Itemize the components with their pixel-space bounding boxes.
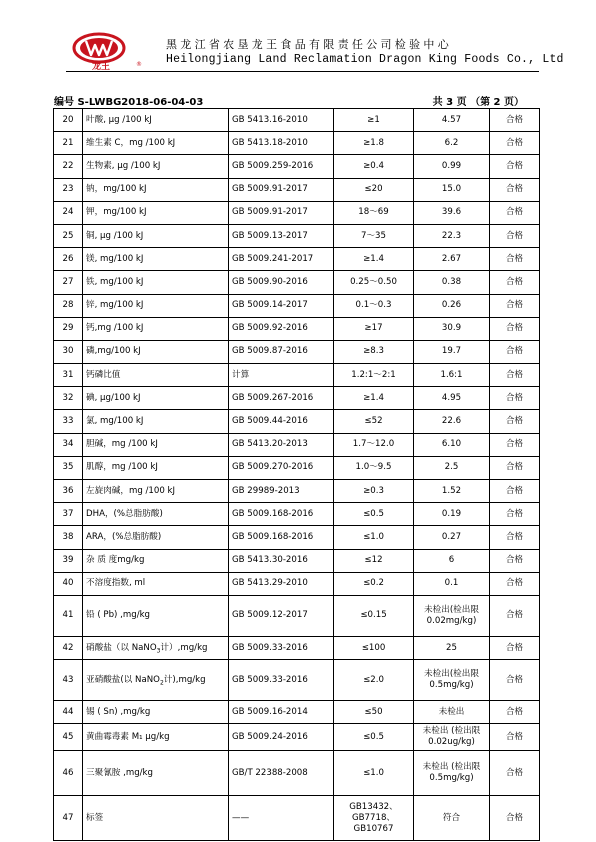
requirement: 1.2:1～2:1 <box>334 364 414 387</box>
table-row <box>54 201 540 224</box>
requirement: ≥0.3 <box>334 480 414 503</box>
requirement: ≤0.2 <box>334 572 414 595</box>
test-result: 4.57 <box>414 109 490 132</box>
table-row <box>54 549 540 572</box>
item-name <box>83 660 229 701</box>
table-row <box>54 109 540 132</box>
item-name: 铜, μg /100 kJ <box>83 224 229 247</box>
requirement: 1.7～12.0 <box>334 433 414 456</box>
test-standard: GB 5413.30-2016 <box>229 549 334 572</box>
table-row <box>54 155 540 178</box>
test-result: 2.67 <box>414 248 490 271</box>
requirement: 1.0～9.5 <box>334 456 414 479</box>
test-result: 0.38 <box>414 271 490 294</box>
item-name: 不溶度指数, ml <box>83 572 229 595</box>
test-result: 15.0 <box>414 178 490 201</box>
item-name: 胆碱，mg /100 kJ <box>83 433 229 456</box>
requirement: ≥17 <box>334 317 414 340</box>
item-name-suffix: 计）,mg/kg <box>160 642 208 653</box>
conclusion: 合格 <box>490 456 540 479</box>
requirement: 18～69 <box>334 201 414 224</box>
table-row <box>54 387 540 410</box>
item-number: 21 <box>54 132 83 155</box>
test-standard: GB 5009.14-2017 <box>229 294 334 317</box>
item-number: 35 <box>54 456 83 479</box>
item-name: 三聚氰胺 ,mg/kg <box>83 751 229 796</box>
test-standard: GB 5413.29-2010 <box>229 572 334 595</box>
item-number: 33 <box>54 410 83 433</box>
results-table-body <box>54 109 540 841</box>
item-name: 镁, mg/100 kJ <box>83 248 229 271</box>
item-name: 杂 质 度mg/kg <box>83 549 229 572</box>
item-name: 锡 ( Sn) ,mg/kg <box>83 701 229 724</box>
table-row <box>54 480 540 503</box>
conclusion: 合格 <box>490 109 540 132</box>
conclusion: 合格 <box>490 526 540 549</box>
registered-mark: ® <box>136 61 142 68</box>
table-row <box>54 724 540 751</box>
requirement: ≥0.4 <box>334 155 414 178</box>
table-row <box>54 636 540 659</box>
test-result: 未检出(检出限0.5mg/kg) <box>414 660 490 701</box>
item-number: 46 <box>54 751 83 796</box>
item-name: 钾，mg/100 kJ <box>83 201 229 224</box>
item-number: 25 <box>54 224 83 247</box>
conclusion: 合格 <box>490 201 540 224</box>
requirement: ≤0.5 <box>334 503 414 526</box>
test-result: 未检出 (检出限0.5mg/kg) <box>414 751 490 796</box>
test-standard: GB 5413.16-2010 <box>229 109 334 132</box>
item-name: 叶酸, μg /100 kJ <box>83 109 229 132</box>
organization-name-en: Heilongjiang Land Reclamation Dragon King Foods Co., Ltd <box>166 53 564 66</box>
requirement: ≤2.0 <box>334 660 414 701</box>
test-result: 符合 <box>414 796 490 841</box>
item-name: 磷,mg/100 kJ <box>83 340 229 363</box>
conclusion: 合格 <box>490 572 540 595</box>
item-name-subscript: 3 <box>156 647 161 655</box>
conclusion: 合格 <box>490 178 540 201</box>
item-name: 维生素 C，mg /100 kJ <box>83 132 229 155</box>
test-result: 6 <box>414 549 490 572</box>
table-row <box>54 595 540 636</box>
requirement: GB13432、GB7718、GB10767 <box>334 796 414 841</box>
requirement: ≤1.0 <box>334 526 414 549</box>
test-result: 未检出 (检出限0.02ug/kg) <box>414 724 490 751</box>
test-result: 4.95 <box>414 387 490 410</box>
conclusion: 合格 <box>490 224 540 247</box>
test-result: 19.7 <box>414 340 490 363</box>
item-name: 铁, mg/100 kJ <box>83 271 229 294</box>
table-row <box>54 751 540 796</box>
test-result: 2.5 <box>414 456 490 479</box>
conclusion: 合格 <box>490 480 540 503</box>
item-number: 22 <box>54 155 83 178</box>
item-name: 钙磷比值 <box>83 364 229 387</box>
item-name: 生物素, μg /100 kJ <box>83 155 229 178</box>
item-name: 黄曲霉毒素 M₁ μg/kg <box>83 724 229 751</box>
conclusion: 合格 <box>490 132 540 155</box>
conclusion: 合格 <box>490 248 540 271</box>
test-result: 0.1 <box>414 572 490 595</box>
item-number: 37 <box>54 503 83 526</box>
table-row <box>54 503 540 526</box>
test-standard: GB 5009.168-2016 <box>229 503 334 526</box>
item-number: 45 <box>54 724 83 751</box>
results-table <box>53 108 540 841</box>
item-name-text: 硝酸盐（以 NaNO <box>86 642 157 653</box>
table-row <box>54 132 540 155</box>
item-name-subscript: 2 <box>159 679 164 687</box>
test-result: 未检出 <box>414 701 490 724</box>
requirement: ≥1.4 <box>334 248 414 271</box>
item-number: 44 <box>54 701 83 724</box>
table-row <box>54 410 540 433</box>
conclusion: 合格 <box>490 340 540 363</box>
item-name: 钠，mg/100 kJ <box>83 178 229 201</box>
table-row <box>54 660 540 701</box>
test-standard: GB 5413.18-2010 <box>229 132 334 155</box>
item-number: 34 <box>54 433 83 456</box>
item-name-suffix: 计),mg/kg <box>163 674 206 685</box>
conclusion: 合格 <box>490 271 540 294</box>
conclusion: 合格 <box>490 549 540 572</box>
table-row <box>54 364 540 387</box>
test-standard: GB 5009.241-2017 <box>229 248 334 271</box>
conclusion: 合格 <box>490 387 540 410</box>
organization-name-cn: 黑龙江省农垦龙王食品有限责任公司检验中心 <box>166 38 452 51</box>
test-result: 25 <box>414 636 490 659</box>
document-number: 编号 S-LWBG2018-06-04-03 <box>54 97 204 108</box>
conclusion: 合格 <box>490 364 540 387</box>
item-name-text: 亚硝酸盐(以 NaNO <box>86 674 160 685</box>
test-result: 1.6:1 <box>414 364 490 387</box>
conclusion: 合格 <box>490 701 540 724</box>
item-number: 38 <box>54 526 83 549</box>
test-standard: GB 5009.259-2016 <box>229 155 334 178</box>
conclusion: 合格 <box>490 410 540 433</box>
conclusion: 合格 <box>490 724 540 751</box>
item-name <box>83 636 229 659</box>
test-standard: —— <box>229 796 334 841</box>
conclusion: 合格 <box>490 155 540 178</box>
test-result: 1.52 <box>414 480 490 503</box>
item-number: 36 <box>54 480 83 503</box>
table-row <box>54 572 540 595</box>
test-result: 0.99 <box>414 155 490 178</box>
item-name: 钙,mg /100 kJ <box>83 317 229 340</box>
requirement: 7～35 <box>334 224 414 247</box>
test-standard: GB 5009.87-2016 <box>229 340 334 363</box>
report-header <box>66 32 564 72</box>
conclusion: 合格 <box>490 796 540 841</box>
table-row <box>54 271 540 294</box>
item-number: 41 <box>54 595 83 636</box>
test-standard: GB 5009.90-2016 <box>229 271 334 294</box>
company-logo <box>66 32 142 70</box>
item-number: 30 <box>54 340 83 363</box>
requirement: ≥1 <box>334 109 414 132</box>
requirement: ≤50 <box>334 701 414 724</box>
table-row <box>54 248 540 271</box>
item-name: 氯, mg/100 kJ <box>83 410 229 433</box>
test-result: 未检出(检出限0.02mg/kg) <box>414 595 490 636</box>
item-name: 铅 ( Pb) ,mg/kg <box>83 595 229 636</box>
test-result: 0.19 <box>414 503 490 526</box>
requirement: ≤52 <box>334 410 414 433</box>
test-result: 22.3 <box>414 224 490 247</box>
table-row <box>54 433 540 456</box>
conclusion: 合格 <box>490 751 540 796</box>
test-result: 6.2 <box>414 132 490 155</box>
item-number: 24 <box>54 201 83 224</box>
table-row <box>54 526 540 549</box>
test-standard: GB 5009.13-2017 <box>229 224 334 247</box>
test-standard: GB 5009.267-2016 <box>229 387 334 410</box>
item-number: 42 <box>54 636 83 659</box>
requirement: ≤1.0 <box>334 751 414 796</box>
item-number: 32 <box>54 387 83 410</box>
item-number: 26 <box>54 248 83 271</box>
requirement: ≤100 <box>334 636 414 659</box>
item-number: 23 <box>54 178 83 201</box>
table-row <box>54 224 540 247</box>
test-result: 39.6 <box>414 201 490 224</box>
item-name: 左旋肉碱，mg /100 kJ <box>83 480 229 503</box>
requirement: ≥8.3 <box>334 340 414 363</box>
item-number: 43 <box>54 660 83 701</box>
requirement: ≤20 <box>334 178 414 201</box>
table-row <box>54 456 540 479</box>
item-number: 39 <box>54 549 83 572</box>
test-standard: GB 5413.20-2013 <box>229 433 334 456</box>
conclusion: 合格 <box>490 317 540 340</box>
item-name: 碘, μg/100 kJ <box>83 387 229 410</box>
header-divider <box>66 71 539 72</box>
item-name: 肌醇，mg /100 kJ <box>83 456 229 479</box>
table-row <box>54 701 540 724</box>
test-standard: GB 5009.16-2014 <box>229 701 334 724</box>
item-name: ARA，(%总脂肪酸) <box>83 526 229 549</box>
table-row <box>54 340 540 363</box>
table-row <box>54 294 540 317</box>
test-standard: GB 5009.33-2016 <box>229 636 334 659</box>
conclusion: 合格 <box>490 595 540 636</box>
conclusion: 合格 <box>490 503 540 526</box>
item-number: 31 <box>54 364 83 387</box>
test-standard: GB/T 22388-2008 <box>229 751 334 796</box>
test-standard: GB 5009.12-2017 <box>229 595 334 636</box>
requirement: ≤0.5 <box>334 724 414 751</box>
test-standard: GB 5009.91-2017 <box>229 201 334 224</box>
test-result: 30.9 <box>414 317 490 340</box>
table-row <box>54 317 540 340</box>
table-row <box>54 178 540 201</box>
conclusion: 合格 <box>490 660 540 701</box>
test-standard: GB 5009.91-2017 <box>229 178 334 201</box>
item-name: DHA，(%总脂肪酸) <box>83 503 229 526</box>
table-row <box>54 796 540 841</box>
test-result: 0.26 <box>414 294 490 317</box>
conclusion: 合格 <box>490 636 540 659</box>
item-name: 标签 <box>83 796 229 841</box>
item-number: 20 <box>54 109 83 132</box>
test-standard: GB 5009.24-2016 <box>229 724 334 751</box>
item-number: 40 <box>54 572 83 595</box>
test-standard: GB 29989-2013 <box>229 480 334 503</box>
requirement: 0.1～0.3 <box>334 294 414 317</box>
test-standard: 计算 <box>229 364 334 387</box>
item-name: 锌, mg/100 kJ <box>83 294 229 317</box>
item-number: 27 <box>54 271 83 294</box>
item-number: 29 <box>54 317 83 340</box>
requirement: ≥1.4 <box>334 387 414 410</box>
item-number: 28 <box>54 294 83 317</box>
test-result: 6.10 <box>414 433 490 456</box>
test-standard: GB 5009.44-2016 <box>229 410 334 433</box>
requirement: ≤12 <box>334 549 414 572</box>
item-number: 47 <box>54 796 83 841</box>
logo-text: 龙王 <box>92 62 111 70</box>
conclusion: 合格 <box>490 433 540 456</box>
page-indicator: 共 3 页 （第 2 页） <box>432 97 524 108</box>
requirement: 0.25～0.50 <box>334 271 414 294</box>
test-standard: GB 5009.33-2016 <box>229 660 334 701</box>
test-result: 22.6 <box>414 410 490 433</box>
test-standard: GB 5009.92-2016 <box>229 317 334 340</box>
requirement: ≥1.8 <box>334 132 414 155</box>
test-standard: GB 5009.270-2016 <box>229 456 334 479</box>
test-result: 0.27 <box>414 526 490 549</box>
test-standard: GB 5009.168-2016 <box>229 526 334 549</box>
conclusion: 合格 <box>490 294 540 317</box>
requirement: ≤0.15 <box>334 595 414 636</box>
